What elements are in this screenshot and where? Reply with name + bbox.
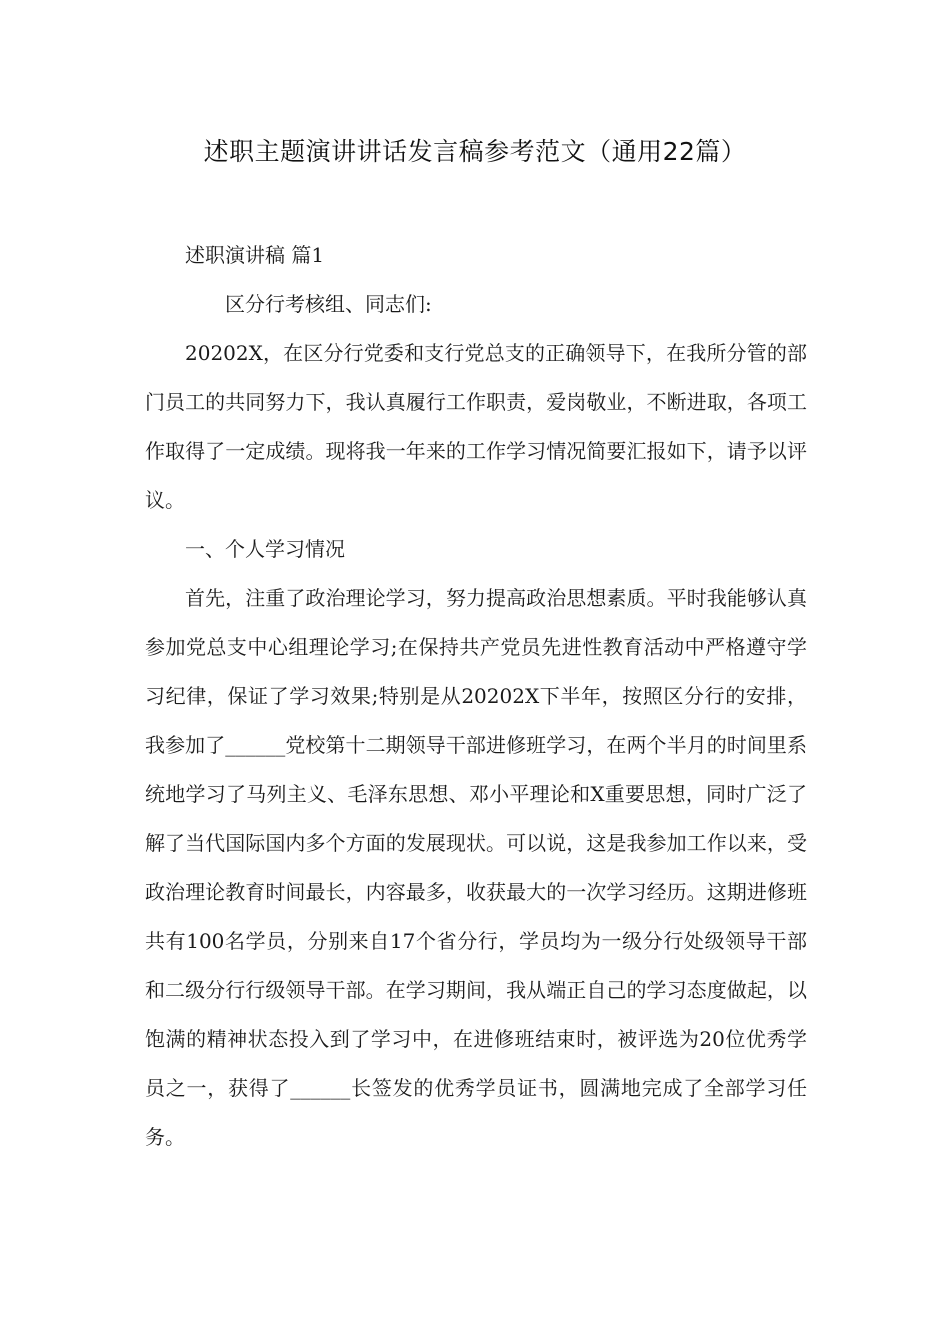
salutation: 区分行考核组、同志们: (225, 292, 432, 316)
paragraph-heading-study: 一、个人学习情况 (185, 537, 345, 561)
document-body (145, 231, 807, 1162)
paragraph-intro: 20202X，在区分行党委和支行党总支的正确领导下，在我所分管的部门员工的共同努力下，我认真履行工作职责，爱岗敬业，不断进取，各项工作取得了一定成绩。现将我一年来的工作学习情况简要汇报如下，请予以评议。 (145, 341, 807, 512)
paragraph-study-detail: 首先，注重了政治理论学习，努力提高政治思想素质。平时我能够认真参加党总支中心组理论学习;在保持共产党员先进性教育活动中严格遵守学习纪律，保证了学习效果;特别是从20202X下半年，按照区分行的安排，我参加了______党校第十二期领导干部进修班学习，在两个半月的时间里系统地学习了马列主义、毛泽东思想、邓小平理论和X重要思想，同时广泛了解了当代国际国内多个方面的发展现状。可以说，这是我参加工作以来，受政治理论教育时间最长，内容最多，收获最大的一次学习经历。这期进修班共有100名学员，分别来自17个省分行，学员均为一级分行处级领导干部和二级分行行级领导干部。在学习期间，我从端正自己的学习态度做起，以饱满的精神状态投入到了学习中，在进修班结束时，被评选为20位优秀学员之一，获得了______长签发的优秀学员证书，圆满地完成了全部学习任务。 (145, 586, 807, 1149)
section-heading: 述职演讲稿 篇1 (185, 243, 325, 267)
document-title: 述职主题演讲讲话发言稿参考范文（通用22篇） (203, 137, 747, 166)
